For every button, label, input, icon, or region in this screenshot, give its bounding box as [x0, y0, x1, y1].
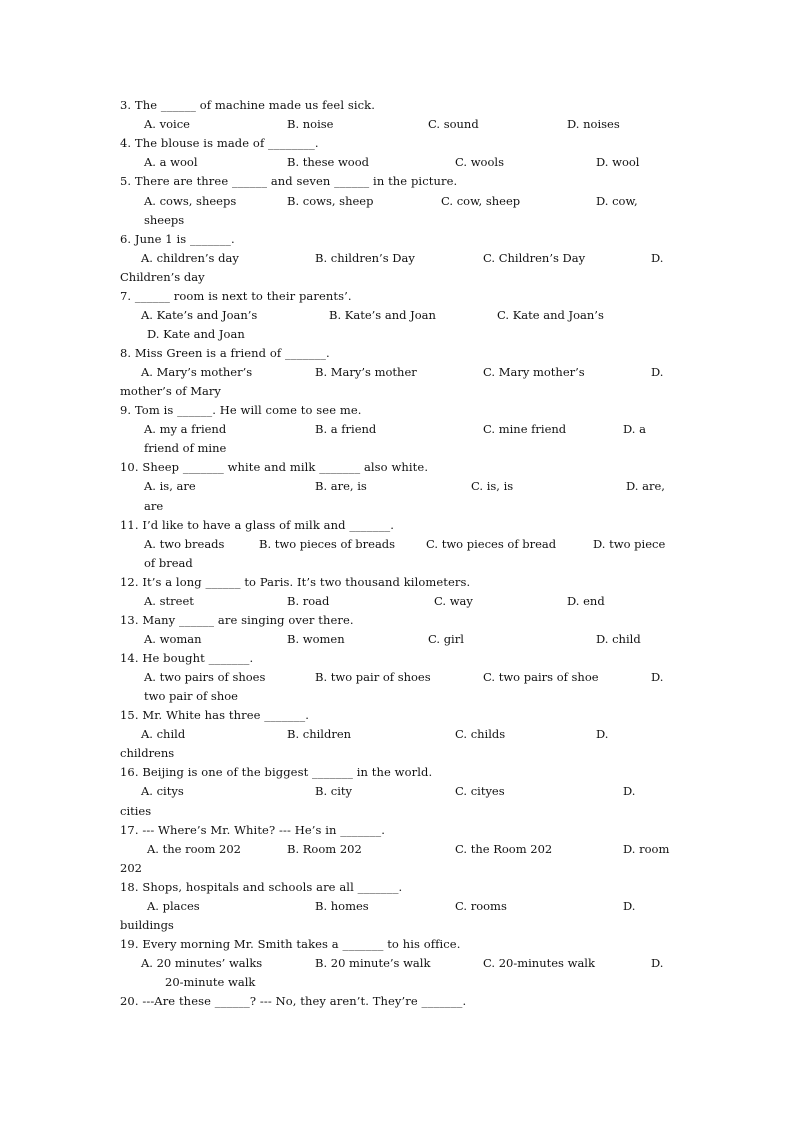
question-stem: 20. ---Are these ______? --- No, they aren’t. They’re _______. — [120, 994, 467, 1008]
question-stem: 8. Miss Green is a friend of _______. — [120, 346, 330, 360]
option-b: B. 20 minute’s walk — [315, 956, 431, 970]
option-d: D. — [651, 670, 664, 684]
option-b: B. women — [287, 632, 345, 646]
option-d: D. — [651, 956, 664, 970]
option-continuation: sheeps — [144, 213, 185, 227]
question-stem: 17. --- Where’s Mr. White? --- He’s in _______. — [120, 823, 385, 837]
option-c: C. Mary mother’s — [483, 365, 585, 379]
option-b: B. Mary’s mother — [315, 365, 417, 379]
question-stem: 18. Shops, hospitals and schools are all _______. — [120, 880, 403, 894]
option-b: B. children — [287, 727, 352, 741]
question-stem: 4. The blouse is made of ________. — [120, 136, 319, 150]
option-continuation: childrens — [120, 746, 175, 760]
question-stem: 9. Tom is ______. He will come to see me. — [120, 403, 362, 417]
question-stem: 6. June 1 is _______. — [120, 232, 235, 246]
option-c: C. mine friend — [483, 422, 567, 436]
option-d: D. room — [623, 842, 670, 856]
question-stem: 14. He bought _______. — [120, 651, 254, 665]
option-c: C. rooms — [455, 899, 507, 913]
option-c: C. two pairs of shoe — [483, 670, 599, 684]
option-b: B. noise — [287, 117, 334, 131]
option-c: C. childs — [455, 727, 506, 741]
option-c: C. Children’s Day — [483, 251, 586, 265]
option-a: A. woman — [144, 632, 202, 646]
option-continuation: friend of mine — [144, 441, 227, 455]
option-continuation: are — [144, 499, 164, 513]
option-a: A. my a friend — [144, 422, 227, 436]
option-b: B. these wood — [287, 155, 370, 169]
option-continuation: of bread — [144, 556, 193, 570]
question-stem: 5. There are three ______ and seven ______ in the picture. — [120, 174, 458, 188]
option-d: D. child — [596, 632, 641, 646]
option-d: D. cow, — [596, 194, 638, 208]
option-c: C. Kate and Joan’s — [497, 308, 604, 322]
option-c: C. 20-minutes walk — [483, 956, 595, 970]
option-c: C. cityes — [455, 784, 505, 798]
option-d: D. — [596, 727, 609, 741]
option-continuation: mother’s of Mary — [120, 384, 221, 398]
question-stem: 15. Mr. White has three _______. — [120, 708, 309, 722]
option-c: C. wools — [455, 155, 504, 169]
option-d: D. noises — [567, 117, 620, 131]
question-stem: 16. Beijing is one of the biggest _______ in the world. — [120, 765, 433, 779]
option-continuation: cities — [120, 804, 152, 818]
option-d: D. — [623, 899, 636, 913]
option-d: D. — [651, 251, 664, 265]
option-a: A. cows, sheeps — [144, 194, 237, 208]
option-a: A. children’s day — [141, 251, 239, 265]
option-c: C. girl — [428, 632, 464, 646]
option-d: D. — [651, 365, 664, 379]
option-d: D. two piece — [593, 537, 666, 551]
option-a: A. is, are — [144, 479, 196, 493]
option-a: A. two pairs of shoes — [144, 670, 266, 684]
option-a: A. a wool — [144, 155, 198, 169]
question-stem: 3. The ______ of machine made us feel sick. — [120, 98, 376, 112]
option-b: B. two pair of shoes — [315, 670, 431, 684]
question-stem: 10. Sheep _______ white and milk _______ also white. — [120, 460, 429, 474]
option-b: B. a friend — [315, 422, 377, 436]
option-b: B. two pieces of breads — [259, 537, 396, 551]
option-a: A. 20 minutes’ walks — [141, 956, 263, 970]
option-d: D. wool — [596, 155, 640, 169]
option-a: A. two breads — [144, 537, 225, 551]
option-b: B. road — [287, 594, 330, 608]
option-continuation: two pair of shoe — [144, 689, 238, 703]
option-d: D. are, — [626, 479, 665, 493]
option-continuation: buildings — [120, 918, 174, 932]
option-d: D. a — [623, 422, 646, 436]
option-continuation: 202 — [120, 861, 142, 875]
option-d: D. — [623, 784, 636, 798]
option-b: B. city — [315, 784, 352, 798]
option-a: A. child — [141, 727, 186, 741]
option-a: A. Kate’s and Joan’s — [141, 308, 258, 322]
option-c: C. sound — [428, 117, 479, 131]
option-b: B. homes — [315, 899, 369, 913]
option-c: C. cow, sheep — [441, 194, 521, 208]
question-stem: 7. ______ room is next to their parents’. — [120, 289, 352, 303]
option-c: C. is, is — [471, 479, 514, 493]
option-b: B. Room 202 — [287, 842, 362, 856]
option-c: C. way — [434, 594, 473, 608]
option-b: B. are, is — [315, 479, 367, 493]
option-b: B. Kate’s and Joan — [329, 308, 436, 322]
option-b: B. cows, sheep — [287, 194, 374, 208]
option-a: A. the room 202 — [147, 842, 241, 856]
option-a: A. voice — [144, 117, 190, 131]
option-a: A. Mary’s mother’s — [141, 365, 253, 379]
option-a: A. street — [144, 594, 194, 608]
option-d: D. end — [567, 594, 605, 608]
option-a: A. citys — [141, 784, 184, 798]
option-b: B. children’s Day — [315, 251, 415, 265]
option-continuation: Children’s day — [120, 270, 205, 284]
option-continuation: 20-minute walk — [165, 975, 256, 989]
option-a: A. places — [147, 899, 200, 913]
question-stem: 19. Every morning Mr. Smith takes a _______ to his office. — [120, 937, 461, 951]
question-stem: 11. I’d like to have a glass of milk and _______. — [120, 518, 395, 532]
option-d: D. Kate and Joan — [147, 327, 245, 341]
question-stem: 13. Many ______ are singing over there. — [120, 613, 354, 627]
question-stem: 12. It’s a long ______ to Paris. It’s two thousand kilometers. — [120, 575, 471, 589]
option-c: C. two pieces of bread — [426, 537, 557, 551]
option-c: C. the Room 202 — [455, 842, 553, 856]
